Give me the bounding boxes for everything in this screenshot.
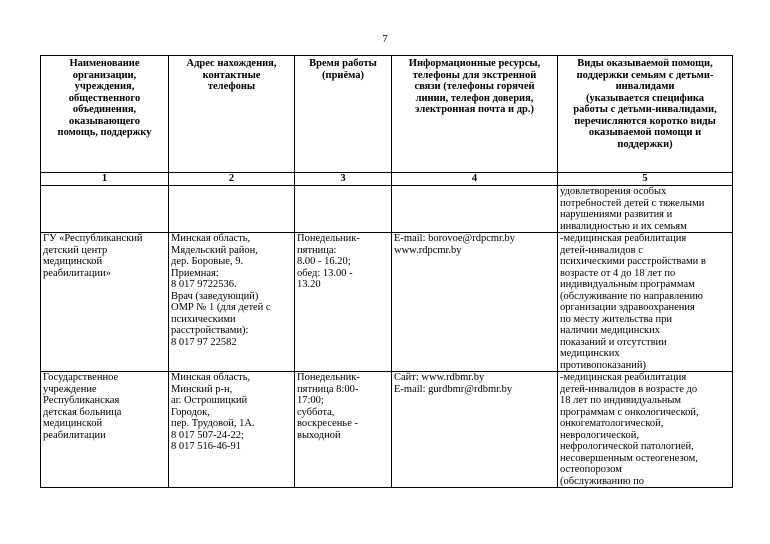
header-address: Адрес нахождения, контактные телефоны: [169, 56, 295, 173]
cell-organization: [41, 186, 169, 233]
cell-address: Минская область, Мядельский район, дер. Боровые, 9. Приемная: 8 017 9722536. Врач (заведующий) ОМР № 1 (для детей с психическими расстройствами): 8 017 97 22582: [169, 233, 295, 372]
cell-help-types: -медицинская реабилитация детей-инвалидов в возрасте до 18 лет по индивидуальным программам с онкологической, онкогематологической, неврологической, нефрологической патологией, несовершенным остеогенезом, остеопорозом (обслуживанию по: [558, 372, 733, 488]
header-organization: Наименование организации, учреждения, общественного объединения, оказывающего помощь, поддержку: [41, 56, 169, 173]
header-working-hours: Время работы (приёма): [295, 56, 392, 173]
column-number: 4: [392, 173, 558, 186]
cell-working-hours: Понедельник- пятница 8:00- 17:00; суббота, воскресенье - выходной: [295, 372, 392, 488]
cell-working-hours: [295, 186, 392, 233]
column-number-row: [41, 173, 733, 186]
table-header-row: [41, 56, 733, 173]
page-number: 7: [382, 33, 388, 45]
table-row: [41, 233, 733, 372]
cell-organization: ГУ «Республиканский детский центр медицинской реабилитации»: [41, 233, 169, 372]
cell-info-resources: Сайт: www.rdbmr.by E-mail: gurdbmr@rdbmr.by: [392, 372, 558, 488]
column-number: 3: [295, 173, 392, 186]
cell-info-resources: [392, 186, 558, 233]
cell-address: Минская область, Минский р-н, аг. Острошицкий Городок, пер. Трудовой, 1А. 8 017 507-24-22; 8 017 516-46-91: [169, 372, 295, 488]
header-help-types: Виды оказываемой помощи, поддержки семьям с детьми- инвалидами (указывается специфика работы с детьми-инвалидами, перечисляются коротко виды оказываемой помощи и поддержки): [558, 56, 733, 173]
table-row: [41, 372, 733, 488]
header-info-resources: Информационные ресурсы, телефоны для экстренной связи (телефоны горячей линии, телефон доверия, электронная почта и др.): [392, 56, 558, 173]
cell-help-types: -медицинская реабилитация детей-инвалидов с психическими расстройствами в возрасте от 4 до 18 лет по индивидуальным программам (обслуживание по направлению организации здравоохранения по месту жительства при наличии медицинских показаний и отсутствии медицинских противопоказаний): [558, 233, 733, 372]
column-number: 5: [558, 173, 733, 186]
cell-address: [169, 186, 295, 233]
support-organizations-table: [40, 55, 733, 488]
cell-working-hours: Понедельник- пятница: 8.00 - 16.20; обед: 13.00 - 13.20: [295, 233, 392, 372]
cell-organization: Государственное учреждение Республиканская детская больница медицинской реабилитации: [41, 372, 169, 488]
table-row: [41, 186, 733, 233]
column-number: 1: [41, 173, 169, 186]
cell-info-resources: E-mail: borovoe@rdpcmr.by www.rdpcmr.by: [392, 233, 558, 372]
column-number: 2: [169, 173, 295, 186]
cell-help-types: удовлетворения особых потребностей детей с тяжелыми нарушениями развития и инвалидностью и их семьям: [558, 186, 733, 233]
